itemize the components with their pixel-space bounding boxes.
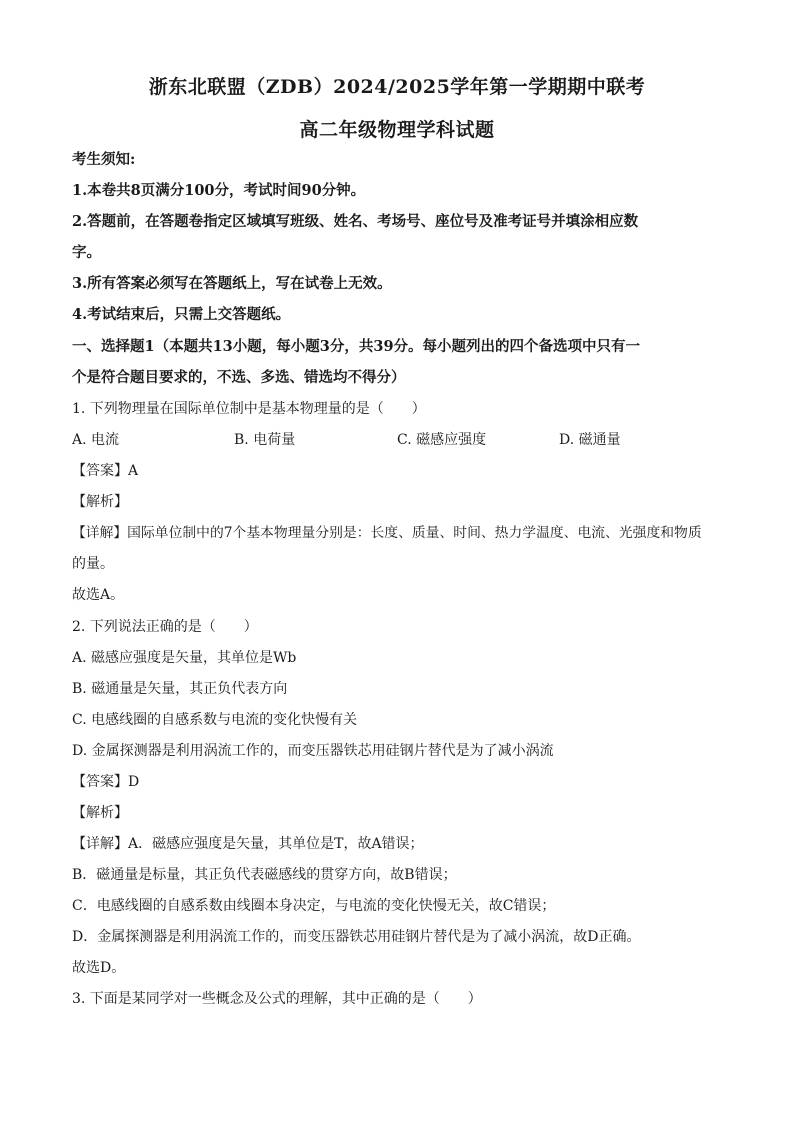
exam-subtitle: 高二年级物理学科试题: [299, 119, 495, 141]
question-2-detail-c: C．电感线圈的自感系数由线圈本身决定，与电流的变化快慢无关，故C错误；: [72, 898, 556, 914]
notice-heading: 考生须知:: [72, 151, 136, 168]
question-2-option-d: D. 金属探测器是利用涡流工作的，而变压器铁芯用硅钢片替代是为了减小涡流: [72, 743, 554, 759]
question-2-detail-b: B．磁通量是标量，其正负代表磁感线的贯穿方向，故B错误；: [72, 867, 457, 883]
question-2-option-a: A. 磁感应强度是矢量，其单位是Wb: [72, 650, 297, 666]
question-2-answer: 【答案】D: [72, 774, 140, 790]
question-2-option-b: B. 磁通量是矢量，其正负代表方向: [72, 681, 288, 697]
question-1-conclusion: 故选A。: [72, 587, 125, 603]
notice-item-2: 2.答题前，在答题卷指定区域填写班级、姓名、考场号、座位号及准考证号并填涂相应数: [72, 213, 639, 230]
question-1-stem: 1. 下列物理量在国际单位制中是基本物理量的是（ ）: [72, 401, 426, 417]
question-1-option-d: D. 磁通量: [559, 432, 621, 448]
question-1-detail-line1: 【详解】国际单位制中的7个基本物理量分别是：长度、质量、时间、热力学温度、电流、光强度和物质: [72, 525, 702, 541]
question-2-analysis: 【解析】: [72, 805, 128, 821]
exam-title: 浙东北联盟（ZDB）2024/2025学年第一学期期中联考: [148, 76, 646, 98]
notice-item-2-cont: 字。: [72, 244, 101, 261]
notice-item-4: 4.考试结束后，只需上交答题纸。: [72, 306, 291, 323]
question-1-option-c: C. 磁感应强度: [397, 432, 487, 448]
question-1-analysis: 【解析】: [72, 494, 128, 510]
question-2-detail-d: D．金属探测器是利用涡流工作的，而变压器铁芯用硅钢片替代是为了减小涡流，故D正确。: [72, 929, 641, 945]
question-2-stem: 2. 下列说法正确的是（ ）: [72, 619, 258, 635]
notice-item-1: 1.本卷共8页满分100分，考试时间90分钟。: [72, 182, 366, 199]
question-2-detail-a: 【详解】A．磁感应强度是矢量，其单位是T，故A错误；: [72, 836, 424, 852]
question-1-answer: 【答案】A: [72, 463, 139, 479]
question-3-stem: 3. 下面是某同学对一些概念及公式的理解，其中正确的是（ ）: [72, 991, 482, 1007]
notice-item-3: 3.所有答案必须写在答题纸上，写在试卷上无效。: [72, 275, 392, 292]
question-2-option-c: C. 电感线圈的自感系数与电流的变化快慢有关: [72, 712, 358, 728]
section-heading-line1: 一、选择题1（本题共13小题，每小题3分，共39分。每小题列出的四个备选项中只有一: [72, 338, 641, 355]
question-2-conclusion: 故选D。: [72, 960, 126, 976]
section-heading-line2: 个是符合题目要求的，不选、多选、错选均不得分）: [72, 369, 406, 386]
question-1-option-b: B. 电荷量: [234, 432, 296, 448]
question-1-detail-line2: 的量。: [72, 556, 114, 572]
question-1-option-a: A. 电流: [72, 432, 120, 448]
